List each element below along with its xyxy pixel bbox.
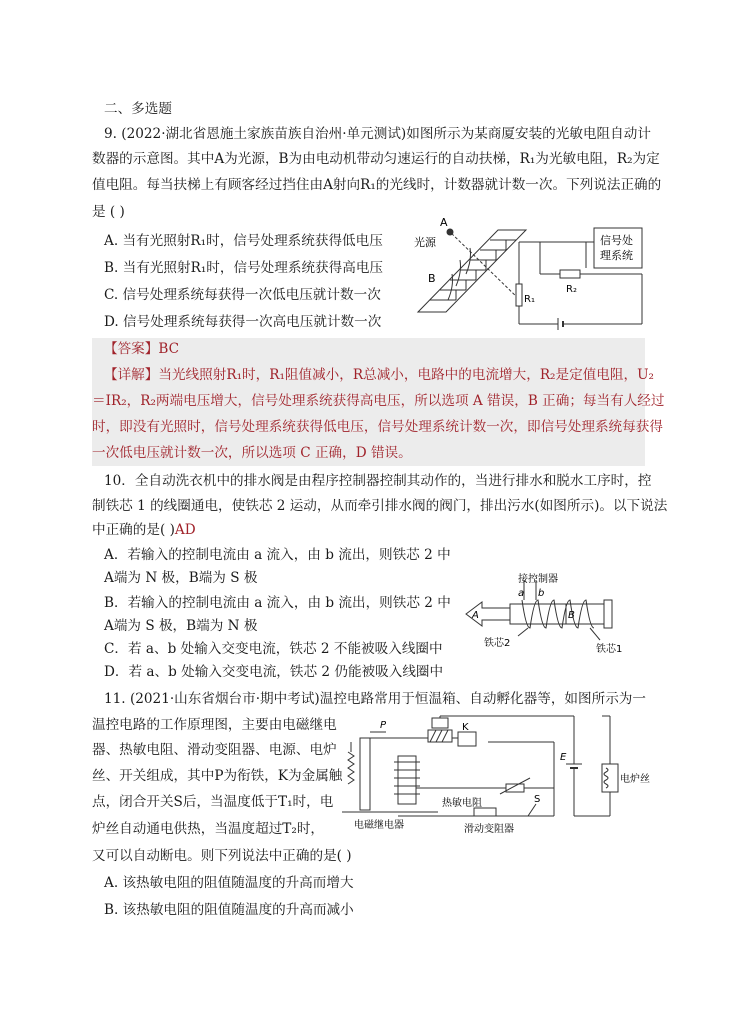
q9-line-4: 是 ( )	[92, 204, 125, 220]
q9-option-a: A. 当有光照射R₁时，信号处理系统获得低电压	[104, 233, 383, 249]
q10-fig-pole-a: A	[472, 610, 479, 621]
q9-option-c: C. 信号处理系统每获得一次低电压就计数一次	[104, 287, 381, 303]
q9-fig-label-source: 光源	[414, 236, 436, 249]
q10-line-2: 制铁芯 1 的线圈通电，使铁芯 2 运动，从而牵引排水阀的阀门，排出污水(如图所示)。以下说法	[92, 498, 668, 514]
q10-fig-b: b	[538, 588, 545, 599]
q9-detail-1: 【详解】当光线照射R₁时，R₁阻值减小，R总减小，电路中的电流增大，R₂是定值电阻，U₂	[104, 367, 654, 383]
q10-fig-a: a	[518, 588, 525, 599]
q11-fig-e: E	[560, 752, 567, 763]
q9-fig-label-a: A	[440, 216, 448, 229]
section-title: 二、多选题	[104, 101, 172, 117]
q10-option-b-cont: A端为 S 极，B端为 N 极	[104, 618, 258, 634]
q9-line-1: 9. (2022·湖北省恩施土家族苗族自治州·单元测试)如图所示为某商厦安装的光敏电阻自动计	[104, 126, 651, 142]
q10-fig-core2: 铁芯2	[484, 638, 511, 649]
q10-option-d: D．若 a、b 处输入交变电流，铁芯 2 仍能被吸入线圈中	[104, 664, 444, 680]
q9-option-d: D. 信号处理系统每获得一次高电压就计数一次	[104, 314, 382, 330]
q11-fig-k: K	[462, 722, 469, 733]
q11-line-2: 温控电路的工作原理图，主要由电磁继电	[92, 717, 337, 733]
q10-fig-core1: 铁芯1	[596, 644, 623, 655]
q9-answer: 【答案】BC	[104, 341, 180, 357]
q11-circuit-figure	[338, 712, 650, 836]
q10-inline-answer: AD	[174, 522, 196, 538]
q9-detail-4: 一次低电压就计数一次，所以选项 C 正确，D 错误。	[92, 445, 412, 461]
q10-line-1: 10．全自动洗衣机中的排水阀是由程序控制器控制其动作的，当进行排水和脱水工序时，控	[104, 473, 652, 489]
q11-fig-s: S	[534, 794, 541, 805]
q9-fig-label-b: B	[428, 272, 436, 285]
q11-line-3: 器、热敏电阻、滑动变阻器、电源、电炉	[92, 742, 337, 758]
q11-line-7: 又可以自动断电。则下列说法中正确的是( )	[92, 848, 352, 864]
q9-fig-label-r1: R₁	[524, 294, 535, 305]
q10-option-a-cont: A端为 N 极，B端为 S 极	[104, 570, 258, 586]
q11-fig-p: P	[380, 720, 387, 731]
q9-escalator-figure	[410, 212, 650, 332]
q9-detail-3: 时，即没有光照时，信号处理系统获得低电压，信号处理系统计数一次，即信号处理系统每获得	[92, 419, 663, 435]
q9-fig-box-line2: 理系统	[600, 249, 633, 262]
q10-solenoid-figure	[462, 572, 632, 656]
q10-option-a: A．若输入的控制电流由 a 流入，由 b 流出，则铁芯 2 中	[104, 547, 451, 563]
q11-line-1: 11. (2021·山东省烟台市·期中考试)温控电路常用于恒温箱、自动孵化器等，如图所示为一	[104, 691, 646, 707]
q11-line-5: 点，闭合开关S后，当温度低于T₁时，电	[92, 794, 334, 810]
q9-option-b: B. 当有光照射R₁时，信号处理系统获得高电压	[104, 260, 384, 276]
q11-line-6: 炉丝自动通电供热，当温度超过T₂时，	[92, 821, 325, 837]
q10-fig-pole-b: B	[568, 610, 575, 621]
q11-fig-heater: 电炉丝	[620, 774, 650, 785]
q11-option-a: A. 该热敏电阻的阻值随温度的升高而增大	[104, 875, 354, 891]
q9-detail-2: ＝IR₂，R₂两端电压增大，信号处理系统获得高电压，所以选项 A 错误，B 正确；每当有人经过	[92, 393, 665, 409]
q9-fig-box-line1: 信号处	[600, 234, 633, 247]
q10-option-b: B．若输入的控制电流由 a 流入，由 b 流出，则铁芯 2 中	[104, 595, 451, 611]
q9-line-2: 数器的示意图。其中A为光源，B为由电动机带动匀速运行的自动扶梯，R₁为光敏电阻，R₂为定	[92, 151, 660, 167]
q10-option-c: C．若 a、b 处输入交变电流，铁芯 2 不能被吸入线圈中	[104, 641, 443, 657]
q11-fig-thermistor: 热敏电阻	[442, 798, 482, 809]
q11-line-4: 丝、开关组成，其中P为衔铁，K为金属触	[92, 768, 343, 784]
q10-line-3: 中正确的是( )AD	[92, 522, 196, 538]
q9-fig-label-r2: R₂	[566, 284, 577, 295]
q10-fig-control: 接控制器	[518, 574, 558, 585]
q9-line-3: 值电阻。每当扶梯上有顾客经过挡住由A射向R₁的光线时，计数器就计数一次。下列说法正确的	[92, 177, 662, 193]
q11-option-b: B. 该热敏电阻的阻值随温度的升高而减小	[104, 902, 354, 918]
q11-fig-relay: 电磁继电器	[354, 820, 404, 831]
q11-fig-rheostat: 滑动变阻器	[464, 824, 514, 835]
